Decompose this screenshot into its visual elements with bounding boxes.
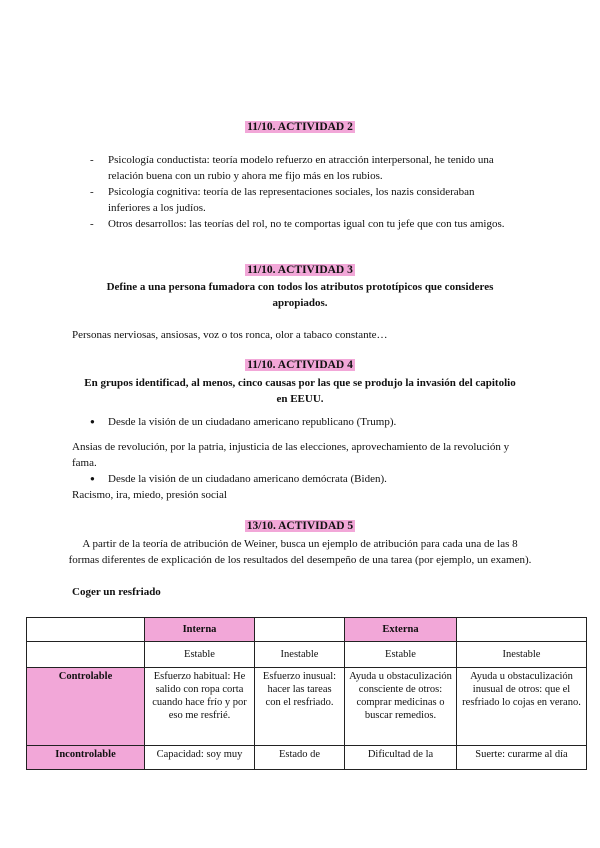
- activity-4-answer-2: Racismo, ira, miedo, presión social: [72, 489, 227, 501]
- activity-2-heading: [0, 121, 600, 133]
- table-row: [27, 618, 587, 642]
- activity-4-bullet-1: [90, 414, 510, 430]
- activity-5-intro: A partir de la teoría de atribución de Weiner, busca un ejemplo de atribución para cada una de las 8 formas diferentes de explicación de los resultados del desempeño de una tarea (por ejemplo, un examen).: [68, 538, 532, 566]
- activity-4-heading-text: 11/10. ACTIVIDAD 4: [247, 359, 353, 371]
- interna-header: Interna: [145, 618, 255, 642]
- table-cell: Esfuerzo habitual: He salido con ropa corta cuando hace frío y por eso me resfrié.: [145, 668, 255, 746]
- stable-header: Estable: [345, 642, 457, 668]
- table-cell: Capacidad: soy muy: [145, 746, 255, 770]
- activity-3-question: Define a una persona fumadora con todos los atributos prototípicos que consideres apropiados.: [106, 281, 494, 309]
- activity-4-answer-1: Ansias de revolución, por la patria, injusticia de las elecciones, aprovechamiento de la revolución y fama.: [72, 441, 510, 469]
- table-row: [27, 746, 587, 770]
- unstable-header: Inestable: [457, 642, 587, 668]
- empty-cell: [27, 642, 145, 668]
- table-cell: Estado de: [255, 746, 345, 770]
- activity-4-heading: [0, 359, 600, 371]
- externa-header: Externa: [345, 618, 457, 642]
- activity-2-list: [90, 152, 510, 232]
- table-cell: Esfuerzo inusual: hacer las tareas con el resfriado.: [255, 668, 345, 746]
- list-item: - Psicología cognitiva: teoría de las representaciones sociales, los nazis consideraban inferiores a los judíos.: [90, 184, 510, 216]
- table-row: [27, 642, 587, 668]
- controlable-row-header: Controlable: [27, 668, 145, 746]
- table-cell: Dificultad de la: [345, 746, 457, 770]
- table-cell: Ayuda u obstaculización inusual de otros: que el resfriado lo cojas en verano.: [457, 668, 587, 746]
- list-item: ● Desde la visión de un ciudadano americano republicano (Trump).: [90, 414, 510, 430]
- table-row: [27, 668, 587, 746]
- activity-3-answer: Personas nerviosas, ansiosas, voz o tos ronca, olor a tabaco constante…: [72, 329, 388, 341]
- example-title: Coger un resfriado: [72, 586, 161, 598]
- table-cell: Suerte: curarme al día: [457, 746, 587, 770]
- list-item: ● Desde la visión de un ciudadano americano demócrata (Biden).: [90, 471, 510, 487]
- empty-cell: [27, 618, 145, 642]
- empty-cell: [457, 618, 587, 642]
- attribution-table: [26, 617, 587, 770]
- activity-2-heading-text: 11/10. ACTIVIDAD 2: [247, 121, 353, 133]
- empty-cell: [255, 618, 345, 642]
- table-cell: Ayuda u obstaculización consciente de otros: comprar medicinas o buscar remedios.: [345, 668, 457, 746]
- unstable-header: Inestable: [255, 642, 345, 668]
- incontrolable-row-header: Incontrolable: [27, 746, 145, 770]
- activity-3-heading-text: 11/10. ACTIVIDAD 3: [247, 264, 353, 276]
- list-item: - Otros desarrollos: las teorías del rol, no te comportas igual con tu jefe que con tus amigos.: [90, 216, 510, 232]
- activity-5-heading-text: 13/10. ACTIVIDAD 5: [246, 520, 354, 532]
- stable-header: Estable: [145, 642, 255, 668]
- activity-4-question: En grupos identificad, al menos, cinco causas por las que se produjo la invasión del capitolio en EEUU.: [84, 377, 516, 405]
- activity-5-heading: [0, 520, 600, 532]
- activity-4-bullet-2: [90, 471, 510, 487]
- list-item: - Psicología conductista: teoría modelo refuerzo en atracción interpersonal, he tenido una relación buena con un rubio y ahora me fijo más en los rubios.: [90, 152, 510, 184]
- activity-3-heading: [0, 264, 600, 276]
